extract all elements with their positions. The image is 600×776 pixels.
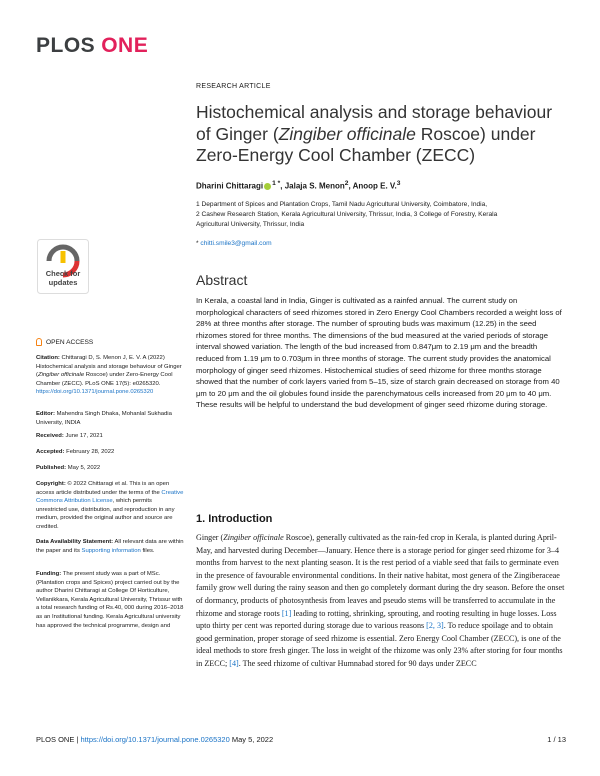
author-1[interactable]: Dharini Chittaragi bbox=[196, 181, 264, 191]
abstract-heading: Abstract bbox=[196, 272, 248, 288]
page-footer: PLOS ONE | https://doi.org/10.1371/journal.pone.0265320 May 5, 2022 1 / 13 bbox=[36, 735, 566, 744]
open-access-label: OPEN ACCESS bbox=[36, 338, 184, 347]
introduction-heading: 1. Introduction bbox=[196, 513, 273, 525]
citation: Citation: Chittaragi D, S. Menon J, E. V. A (2022) Histochemical analysis and storage behaviour of Ginger (Zingiber officinale Roscoe) under Zero-Energy Cool Chamber (ZECC). PLoS ONE 17(5): e0265320. https://doi.org/10.1371/journal.pone.0265320 bbox=[36, 355, 182, 396]
abstract-text: In Kerala, a coastal land in India, Ginger is cultivated as a rainfed annual. The current study on morphological characters of seed rhizomes stored in Zero Energy Cool Chambers recorded a weight loss of 28% at three months after storage. The number of sprouting buds was maximum (12.25) in the seed rhizomes stored for three months. The dimensions of the bud measured at the varied periods of storage interval showed variation. The length of the bud increased from 0.847μm to 2.19 μm and the breadth reduced from 1.19 μm to 0.703μm in three months of storage. The current study provides the anatomical morphology of ginger seed rhizomes. Histochemical studies of seed rhizome for three months storage showed that the number of cork layers varied from 5–15, size of starch grain decreased on storage from 40 μm to 20 μm and the oil globules found inside the parenchymatous cells increased from 20 μm to 40 μm. These results will be helpful to understand the bud development of ginger seed rhizome during storage. bbox=[196, 296, 562, 410]
supporting-info-link[interactable]: Supporting information bbox=[81, 547, 141, 554]
footer-doi-link[interactable]: https://doi.org/10.1371/journal.pone.0265320 bbox=[80, 735, 230, 744]
data-availability: Data Availability Statement: All relevant data are within the paper and its Supporting information files. bbox=[36, 539, 184, 554]
article-title: Histochemical analysis and storage behaviour of Ginger (Zingiber officinale Roscoe) under Zero-Energy Cool Chamber (ZECC) bbox=[196, 102, 553, 165]
citation-doi-link[interactable]: https://doi.org/10.1371/journal.pone.0265320 bbox=[36, 389, 154, 396]
introduction-text: Ginger (Zingiber officinale Roscoe), generally cultivated as the rain-fed crop in Kerala, is planted during April- May, and harvested during December—January. Hence there is a storage period for ginger seed rhizome for 3–4 months from harvest to the next planting season. It is the rest period of a viable seed that fails to germinate even in the presence of favourable environmental conditions. In their native habitat, most genera of the Zingiberaceae family grow well during the rainy season and then go completely dormant during the dry season. Before the onset of dormancy, products of photosynthesis from leaves and pseudo stems will be transferred to accumulate in the rhizome and storage roots [1] leading to rotting, shrinking, sprouting, and rooting resulting in huge losses. Loss upto thirty per cent was reported during storage due to various reasons [2, 3]. To reduce spoilage and to obtain good germination, proper storage of seed rhizome is essential. Zero Energy Cool Chamber (ZECC), is one of the ideal methods to store fresh ginger. The loss in weight of the rhizome was only 23% after storing for four months in ZECC; [4]. The seed rhizome of cultivar Humnabad stored for 90 days under ZECC bbox=[196, 533, 565, 668]
accepted-date: Accepted: February 28, 2022 bbox=[36, 449, 115, 455]
email-link[interactable]: chitti.smile3@gmail.com bbox=[200, 240, 272, 247]
author-list: Dharini Chittaragi $^{1 *}$, Jalaja S. Menon$^2$, Anoop E. V.$^3$ bbox=[196, 180, 401, 191]
author-2[interactable]: , Jalaja S. Menon bbox=[280, 181, 345, 191]
author-3[interactable]: , Anoop E. V. bbox=[348, 181, 397, 191]
page-number: 1 / 13 bbox=[547, 735, 566, 744]
published-date: Published: May 5, 2022 bbox=[36, 465, 101, 471]
editor: Editor: Mahendra Singh Dhaka, Mohanlal Sukhadia University, INDIA bbox=[36, 411, 172, 426]
reference-link[interactable]: [2, 3] bbox=[426, 621, 444, 631]
copyright: Copyright: © 2022 Chittaragi et al. This is an open access article distributed under the terms of the Creative Commons Attribution License, which permits unrestricted use, distribution, and reproduction in any medium, provided the original author and source are credited. bbox=[36, 481, 184, 530]
received-date: Received: June 17, 2021 bbox=[36, 433, 103, 439]
license-link[interactable]: Creative Commons Attribution License bbox=[36, 489, 184, 505]
orcid-icon[interactable] bbox=[264, 183, 271, 190]
affiliations: 1 Department of Spices and Plantation Crops, Tamil Nadu Agricultural University, Coimbatore, India, 2 Cashew Research Station, Kerala Agricultural University, Thrissur, India, 3 College of Forestry, Kerala Agricultural University, Thrissur, India bbox=[196, 201, 498, 228]
article-type-label: RESEARCH ARTICLE bbox=[196, 83, 271, 90]
journal-logo: PLOS ONE bbox=[36, 34, 149, 57]
check-for-updates-badge[interactable]: Check for updates bbox=[37, 239, 89, 294]
reference-link[interactable]: [4] bbox=[229, 658, 239, 668]
open-lock-icon bbox=[36, 338, 42, 346]
corresponding-email: * chitti.smile3@gmail.com bbox=[196, 240, 272, 247]
reference-link[interactable]: [1] bbox=[281, 608, 292, 618]
funding: Funding: The present study was a part of MSc. (Plantation crops and Spices) project carried out by the author Dharini Chittaragi at College Of Horticulture, Vellanikkara, Kerala Agricultural University, Thrissur with a total research funding of Rs.40, 000 during 2016–2018 as an Institutional funding. Kerala Agricultural university has approved the technical programme, design and bbox=[36, 571, 184, 629]
